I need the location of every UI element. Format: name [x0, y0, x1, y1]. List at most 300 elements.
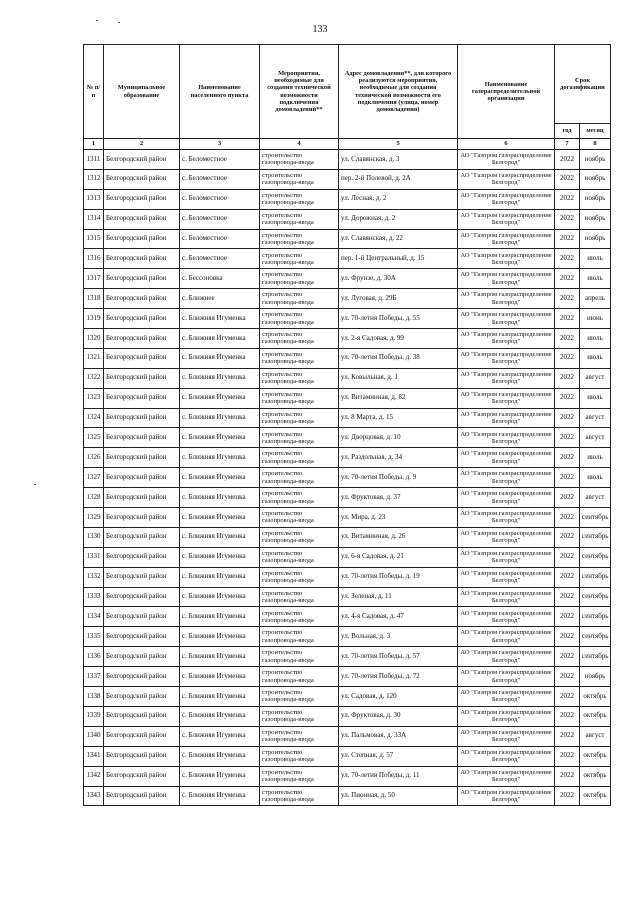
- org-cell: АО "Газпром газораспределение Белгород": [458, 309, 555, 329]
- row-number: 1317: [84, 269, 104, 289]
- table-row: [84, 249, 611, 269]
- address-cell: ул. 70-летия Победы, д. 57: [339, 647, 458, 667]
- org-cell: АО "Газпром газораспределение Белгород": [458, 428, 555, 448]
- activity-cell: строительство газопровода-ввода: [260, 169, 339, 189]
- activity-cell: строительство газопровода-ввода: [260, 249, 339, 269]
- activity-cell: строительство газопровода-ввода: [260, 687, 339, 707]
- municipality-cell: Белгородский район: [104, 269, 180, 289]
- settlement-cell: с. Ближняя Игуменка: [180, 527, 260, 547]
- org-cell: АО "Газпром газораспределение Белгород": [458, 587, 555, 607]
- activity-cell: строительство газопровода-ввода: [260, 209, 339, 229]
- table-row: [84, 726, 611, 746]
- row-number: 1330: [84, 527, 104, 547]
- address-cell: ул. Садовая, д. 120: [339, 687, 458, 707]
- month-cell: октябрь: [580, 746, 611, 766]
- month-cell: август: [580, 368, 611, 388]
- page-number: 133: [312, 24, 328, 35]
- month-cell: октябрь: [580, 706, 611, 726]
- settlement-cell: с. Беломестное: [180, 169, 260, 189]
- activity-cell: строительство газопровода-ввода: [260, 627, 339, 647]
- address-cell: ул. 70-летия Победы, д. 9: [339, 468, 458, 488]
- row-number: 1319: [84, 309, 104, 329]
- year-cell: 2022: [555, 726, 580, 746]
- org-cell: АО "Газпром газораспределение Белгород": [458, 607, 555, 627]
- address-cell: ул. 70-летия Победы, д. 72: [339, 667, 458, 687]
- activity-cell: строительство газопровода-ввода: [260, 189, 339, 209]
- table-row: [84, 150, 611, 170]
- month-cell: сентябрь: [580, 587, 611, 607]
- activity-cell: строительство газопровода-ввода: [260, 766, 339, 786]
- month-cell: октябрь: [580, 766, 611, 786]
- settlement-cell: с. Ближняя Игуменка: [180, 329, 260, 349]
- address-cell: пер. 1-й Центральный, д. 15: [339, 249, 458, 269]
- municipality-cell: Белгородский район: [104, 428, 180, 448]
- municipality-cell: Белгородский район: [104, 309, 180, 329]
- activity-cell: строительство газопровода-ввода: [260, 527, 339, 547]
- org-cell: АО "Газпром газораспределение Белгород": [458, 209, 555, 229]
- table-row: [84, 667, 611, 687]
- address-cell: ул. 4-я Садовая, д. 47: [339, 607, 458, 627]
- header-deadline: Срок догазификации: [555, 45, 611, 124]
- month-cell: сентябрь: [580, 647, 611, 667]
- month-cell: август: [580, 726, 611, 746]
- settlement-cell: с. Бессоновка: [180, 269, 260, 289]
- year-cell: 2022: [555, 249, 580, 269]
- col-number: 5: [339, 139, 458, 150]
- col-number: 8: [580, 139, 611, 150]
- year-cell: 2022: [555, 468, 580, 488]
- settlement-cell: с. Ближняя Игуменка: [180, 428, 260, 448]
- municipality-cell: Белгородский район: [104, 547, 180, 567]
- table-row: [84, 488, 611, 508]
- scan-speck: [34, 484, 36, 485]
- row-number: 1321: [84, 348, 104, 368]
- municipality-cell: Белгородский район: [104, 329, 180, 349]
- municipality-cell: Белгородский район: [104, 229, 180, 249]
- year-cell: 2022: [555, 229, 580, 249]
- settlement-cell: с. Ближняя Игуменка: [180, 567, 260, 587]
- header-settlement: Наименование населенного пункта: [180, 45, 260, 139]
- row-number: 1320: [84, 329, 104, 349]
- year-cell: 2022: [555, 567, 580, 587]
- address-cell: ул. 70-летия Победы, д. 55: [339, 309, 458, 329]
- settlement-cell: с. Ближняя Игуменка: [180, 408, 260, 428]
- table-row: [84, 766, 611, 786]
- row-number: 1328: [84, 488, 104, 508]
- column-numbers-row: [84, 139, 611, 150]
- settlement-cell: с. Ближняя Игуменка: [180, 388, 260, 408]
- month-cell: август: [580, 488, 611, 508]
- table-row: [84, 508, 611, 528]
- header-row: [84, 45, 611, 124]
- address-cell: ул. 6-я Садовая, д. 21: [339, 547, 458, 567]
- address-cell: ул. Раздольная, д. 34: [339, 448, 458, 468]
- municipality-cell: Белгородский район: [104, 587, 180, 607]
- settlement-cell: с. Беломестное: [180, 189, 260, 209]
- activity-cell: строительство газопровода-ввода: [260, 647, 339, 667]
- col-number: 2: [104, 139, 180, 150]
- activity-cell: строительство газопровода-ввода: [260, 388, 339, 408]
- municipality-cell: Белгородский район: [104, 508, 180, 528]
- settlement-cell: с. Ближняя Игуменка: [180, 309, 260, 329]
- row-number: 1315: [84, 229, 104, 249]
- col-number: 3: [180, 139, 260, 150]
- row-number: 1335: [84, 627, 104, 647]
- org-cell: АО "Газпром газораспределение Белгород": [458, 687, 555, 707]
- municipality-cell: Белгородский район: [104, 687, 180, 707]
- municipality-cell: Белгородский район: [104, 348, 180, 368]
- municipality-cell: Белгородский район: [104, 786, 180, 806]
- table-row: [84, 388, 611, 408]
- address-cell: ул. Славянская, д. 22: [339, 229, 458, 249]
- table-row: [84, 567, 611, 587]
- municipality-cell: Белгородский район: [104, 368, 180, 388]
- table-row: [84, 786, 611, 806]
- table-row: [84, 209, 611, 229]
- activity-cell: строительство газопровода-ввода: [260, 309, 339, 329]
- header-address: Адрес домовладения**, для которого реализуются мероприятия, необходимые для создания технической возможности его подключения (улица, номер домовладения): [339, 45, 458, 139]
- year-cell: 2022: [555, 667, 580, 687]
- table-row: [84, 428, 611, 448]
- table-row: [84, 408, 611, 428]
- table-row: [84, 746, 611, 766]
- settlement-cell: с. Беломестное: [180, 150, 260, 170]
- org-cell: АО "Газпром газораспределение Белгород": [458, 468, 555, 488]
- row-number: 1340: [84, 726, 104, 746]
- month-cell: июль: [580, 388, 611, 408]
- settlement-cell: с. Ближняя Игуменка: [180, 348, 260, 368]
- settlement-cell: с. Ближняя Игуменка: [180, 746, 260, 766]
- activity-cell: строительство газопровода-ввода: [260, 587, 339, 607]
- org-cell: АО "Газпром газораспределение Белгород": [458, 348, 555, 368]
- table-row: [84, 169, 611, 189]
- row-number: 1329: [84, 508, 104, 528]
- row-number: 1324: [84, 408, 104, 428]
- header-municipality: Муниципальное образование: [104, 45, 180, 139]
- org-cell: АО "Газпром газораспределение Белгород": [458, 368, 555, 388]
- address-cell: ул. 70-летия Победы, д. 38: [339, 348, 458, 368]
- settlement-cell: с. Беломестное: [180, 229, 260, 249]
- settlement-cell: с. Ближняя Игуменка: [180, 667, 260, 687]
- activity-cell: строительство газопровода-ввода: [260, 786, 339, 806]
- month-cell: сентябрь: [580, 567, 611, 587]
- year-cell: 2022: [555, 508, 580, 528]
- row-number: 1311: [84, 150, 104, 170]
- year-cell: 2022: [555, 169, 580, 189]
- row-number: 1316: [84, 249, 104, 269]
- table-row: [84, 607, 611, 627]
- month-cell: август: [580, 408, 611, 428]
- year-cell: 2022: [555, 766, 580, 786]
- org-cell: АО "Газпром газораспределение Белгород": [458, 706, 555, 726]
- month-cell: сентябрь: [580, 607, 611, 627]
- row-number: 1341: [84, 746, 104, 766]
- year-cell: 2022: [555, 607, 580, 627]
- row-number: 1338: [84, 687, 104, 707]
- table-row: [84, 368, 611, 388]
- year-cell: 2022: [555, 189, 580, 209]
- scan-speck: [96, 20, 98, 21]
- org-cell: АО "Газпром газораспределение Белгород": [458, 766, 555, 786]
- month-cell: ноябрь: [580, 189, 611, 209]
- month-cell: июль: [580, 249, 611, 269]
- org-cell: АО "Газпром газораспределение Белгород": [458, 547, 555, 567]
- org-cell: АО "Газпром газораспределение Белгород": [458, 329, 555, 349]
- municipality-cell: Белгородский район: [104, 627, 180, 647]
- table-row: [84, 527, 611, 547]
- month-cell: июль: [580, 269, 611, 289]
- header-no: № п/п: [84, 45, 104, 139]
- address-cell: ул. Витаминная, д. 82: [339, 388, 458, 408]
- address-cell: ул. Степная, д. 57: [339, 746, 458, 766]
- municipality-cell: Белгородский район: [104, 746, 180, 766]
- activity-cell: строительство газопровода-ввода: [260, 567, 339, 587]
- row-number: 1314: [84, 209, 104, 229]
- address-cell: ул. Фруктовая, д. 30: [339, 706, 458, 726]
- table-row: [84, 647, 611, 667]
- municipality-cell: Белгородский район: [104, 209, 180, 229]
- row-number: 1337: [84, 667, 104, 687]
- org-cell: АО "Газпром газораспределение Белгород": [458, 746, 555, 766]
- table-row: [84, 448, 611, 468]
- settlement-cell: с. Ближняя Игуменка: [180, 508, 260, 528]
- municipality-cell: Белгородский район: [104, 189, 180, 209]
- address-cell: ул. 2-я Садовая, д. 99: [339, 329, 458, 349]
- header-activity: Мероприятия, необходимые для создания технической возможности подключения домовладений**: [260, 45, 339, 139]
- table-row: [84, 329, 611, 349]
- table-row: [84, 687, 611, 707]
- settlement-cell: с. Ближняя Игуменка: [180, 766, 260, 786]
- table-body: [84, 150, 611, 806]
- year-cell: 2022: [555, 269, 580, 289]
- month-cell: сентябрь: [580, 508, 611, 528]
- municipality-cell: Белгородский район: [104, 607, 180, 627]
- activity-cell: строительство газопровода-ввода: [260, 547, 339, 567]
- table-row: [84, 269, 611, 289]
- row-number: 1327: [84, 468, 104, 488]
- address-cell: ул. Ковыльная, д. 1: [339, 368, 458, 388]
- settlement-cell: с. Ближняя Игуменка: [180, 448, 260, 468]
- org-cell: АО "Газпром газораспределение Белгород": [458, 150, 555, 170]
- org-cell: АО "Газпром газораспределение Белгород": [458, 527, 555, 547]
- municipality-cell: Белгородский район: [104, 249, 180, 269]
- year-cell: 2022: [555, 309, 580, 329]
- table-row: [84, 289, 611, 309]
- municipality-cell: Белгородский район: [104, 706, 180, 726]
- municipality-cell: Белгородский район: [104, 408, 180, 428]
- org-cell: АО "Газпром газораспределение Белгород": [458, 647, 555, 667]
- address-cell: ул. Дворцовая, д. 10: [339, 428, 458, 448]
- row-number: 1343: [84, 786, 104, 806]
- year-cell: 2022: [555, 289, 580, 309]
- address-cell: ул. Зеленая, д. 11: [339, 587, 458, 607]
- table-row: [84, 627, 611, 647]
- settlement-cell: с. Ближняя Игуменка: [180, 786, 260, 806]
- month-cell: август: [580, 428, 611, 448]
- year-cell: 2022: [555, 706, 580, 726]
- activity-cell: строительство газопровода-ввода: [260, 269, 339, 289]
- table-row: [84, 468, 611, 488]
- address-cell: ул. Лесная, д. 2: [339, 189, 458, 209]
- address-cell: ул. Луговая, д. 29Б: [339, 289, 458, 309]
- table-row: [84, 309, 611, 329]
- org-cell: АО "Газпром газораспределение Белгород": [458, 289, 555, 309]
- municipality-cell: Белгородский район: [104, 169, 180, 189]
- year-cell: 2022: [555, 448, 580, 468]
- year-cell: 2022: [555, 488, 580, 508]
- header-year: год: [555, 124, 580, 139]
- address-cell: ул. Мира, д. 23: [339, 508, 458, 528]
- org-cell: АО "Газпром газораспределение Белгород": [458, 786, 555, 806]
- address-cell: ул. Дорожная, д. 2: [339, 209, 458, 229]
- month-cell: ноябрь: [580, 169, 611, 189]
- activity-cell: строительство газопровода-ввода: [260, 428, 339, 448]
- row-number: 1325: [84, 428, 104, 448]
- settlement-cell: с. Ближняя Игуменка: [180, 607, 260, 627]
- year-cell: 2022: [555, 368, 580, 388]
- org-cell: АО "Газпром газораспределение Белгород": [458, 508, 555, 528]
- municipality-cell: Белгородский район: [104, 527, 180, 547]
- activity-cell: строительство газопровода-ввода: [260, 408, 339, 428]
- municipality-cell: Белгородский район: [104, 289, 180, 309]
- address-cell: ул. 70-летия Победы, д. 19: [339, 567, 458, 587]
- settlement-cell: с. Ближняя Игуменка: [180, 368, 260, 388]
- month-cell: сентябрь: [580, 547, 611, 567]
- month-cell: сентябрь: [580, 527, 611, 547]
- year-cell: 2022: [555, 408, 580, 428]
- col-number: 4: [260, 139, 339, 150]
- col-number: 6: [458, 139, 555, 150]
- settlement-cell: с. Ближняя Игуменка: [180, 547, 260, 567]
- year-cell: 2022: [555, 348, 580, 368]
- address-cell: ул. 70-летия Победы, д. 11: [339, 766, 458, 786]
- month-cell: июнь: [580, 309, 611, 329]
- year-cell: 2022: [555, 547, 580, 567]
- year-cell: 2022: [555, 329, 580, 349]
- activity-cell: строительство газопровода-ввода: [260, 229, 339, 249]
- col-number: 1: [84, 139, 104, 150]
- month-cell: ноябрь: [580, 667, 611, 687]
- address-cell: ул. Пальмовая, д. 33А: [339, 726, 458, 746]
- col-number: 7: [555, 139, 580, 150]
- org-cell: АО "Газпром газораспределение Белгород": [458, 726, 555, 746]
- org-cell: АО "Газпром газораспределение Белгород": [458, 169, 555, 189]
- table-row: [84, 587, 611, 607]
- month-cell: октябрь: [580, 786, 611, 806]
- month-cell: октябрь: [580, 687, 611, 707]
- scan-speck: [118, 22, 120, 23]
- org-cell: АО "Газпром газораспределение Белгород": [458, 229, 555, 249]
- month-cell: ноябрь: [580, 229, 611, 249]
- settlement-cell: с. Ближняя Игуменка: [180, 488, 260, 508]
- settlement-cell: с. Беломестное: [180, 209, 260, 229]
- row-number: 1313: [84, 189, 104, 209]
- settlement-cell: с. Беломестное: [180, 249, 260, 269]
- municipality-cell: Белгородский район: [104, 567, 180, 587]
- activity-cell: строительство газопровода-ввода: [260, 667, 339, 687]
- municipality-cell: Белгородский район: [104, 766, 180, 786]
- month-cell: июль: [580, 448, 611, 468]
- settlement-cell: с. Ближнее: [180, 289, 260, 309]
- table-row: [84, 706, 611, 726]
- address-cell: ул. Пионная, д. 50: [339, 786, 458, 806]
- year-cell: 2022: [555, 627, 580, 647]
- org-cell: АО "Газпром газораспределение Белгород": [458, 388, 555, 408]
- org-cell: АО "Газпром газораспределение Белгород": [458, 269, 555, 289]
- activity-cell: строительство газопровода-ввода: [260, 348, 339, 368]
- activity-cell: строительство газопровода-ввода: [260, 468, 339, 488]
- month-cell: апрель: [580, 289, 611, 309]
- settlement-cell: с. Ближняя Игуменка: [180, 468, 260, 488]
- year-cell: 2022: [555, 428, 580, 448]
- month-cell: ноябрь: [580, 209, 611, 229]
- activity-cell: строительство газопровода-ввода: [260, 329, 339, 349]
- municipality-cell: Белгородский район: [104, 150, 180, 170]
- settlement-cell: с. Ближняя Игуменка: [180, 587, 260, 607]
- municipality-cell: Белгородский район: [104, 667, 180, 687]
- activity-cell: строительство газопровода-ввода: [260, 448, 339, 468]
- address-cell: ул. Фрунзе, д. 30А: [339, 269, 458, 289]
- municipality-cell: Белгородский район: [104, 488, 180, 508]
- row-number: 1318: [84, 289, 104, 309]
- org-cell: АО "Газпром газораспределение Белгород": [458, 189, 555, 209]
- year-cell: 2022: [555, 786, 580, 806]
- municipality-cell: Белгородский район: [104, 468, 180, 488]
- month-cell: сентябрь: [580, 627, 611, 647]
- year-cell: 2022: [555, 209, 580, 229]
- header-org: Наименование газораспределительной организации: [458, 45, 555, 139]
- row-number: 1342: [84, 766, 104, 786]
- year-cell: 2022: [555, 587, 580, 607]
- month-cell: июль: [580, 329, 611, 349]
- address-cell: ул. Славянская, д. 3: [339, 150, 458, 170]
- settlement-cell: с. Ближняя Игуменка: [180, 706, 260, 726]
- month-cell: июль: [580, 348, 611, 368]
- address-cell: пер. 2-й Полевой, д. 2А: [339, 169, 458, 189]
- year-cell: 2022: [555, 647, 580, 667]
- row-number: 1339: [84, 706, 104, 726]
- gasification-table: [83, 44, 611, 806]
- table-row: [84, 348, 611, 368]
- address-cell: ул. Фруктовая, д. 37: [339, 488, 458, 508]
- org-cell: АО "Газпром газораспределение Белгород": [458, 249, 555, 269]
- row-number: 1336: [84, 647, 104, 667]
- row-number: 1322: [84, 368, 104, 388]
- municipality-cell: Белгородский район: [104, 448, 180, 468]
- row-number: 1323: [84, 388, 104, 408]
- activity-cell: строительство газопровода-ввода: [260, 488, 339, 508]
- row-number: 1333: [84, 587, 104, 607]
- year-cell: 2022: [555, 687, 580, 707]
- year-cell: 2022: [555, 150, 580, 170]
- row-number: 1331: [84, 547, 104, 567]
- settlement-cell: с. Ближняя Игуменка: [180, 687, 260, 707]
- org-cell: АО "Газпром газораспределение Белгород": [458, 627, 555, 647]
- row-number: 1312: [84, 169, 104, 189]
- address-cell: ул. Витаминная, д. 26: [339, 527, 458, 547]
- activity-cell: строительство газопровода-ввода: [260, 368, 339, 388]
- activity-cell: строительство газопровода-ввода: [260, 706, 339, 726]
- activity-cell: строительство газопровода-ввода: [260, 508, 339, 528]
- header-month: месяц: [580, 124, 611, 139]
- table-row: [84, 547, 611, 567]
- settlement-cell: с. Ближняя Игуменка: [180, 726, 260, 746]
- year-cell: 2022: [555, 527, 580, 547]
- month-cell: июль: [580, 468, 611, 488]
- municipality-cell: Белгородский район: [104, 726, 180, 746]
- address-cell: ул. 8 Марта, д. 15: [339, 408, 458, 428]
- row-number: 1326: [84, 448, 104, 468]
